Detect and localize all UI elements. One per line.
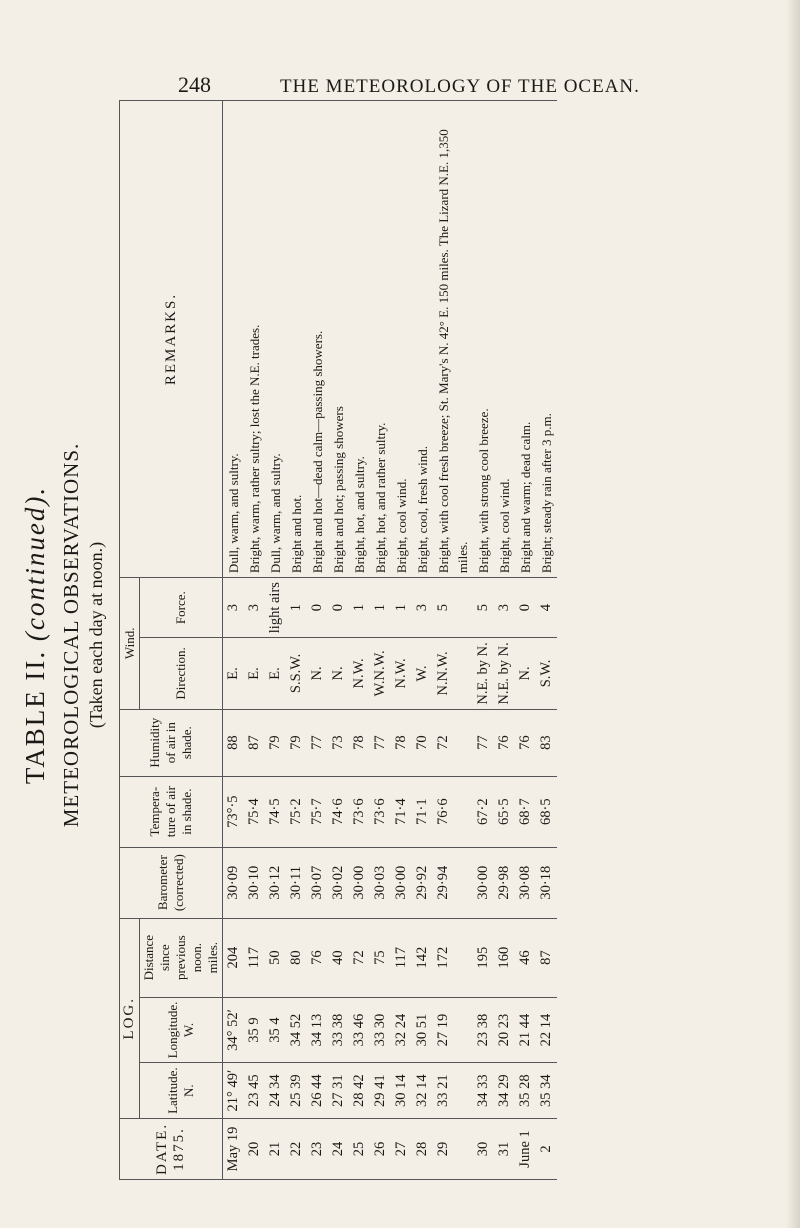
cell-lat: 27 31 bbox=[328, 1063, 349, 1119]
cell-force: 0 bbox=[515, 578, 536, 638]
header-date: DATE. 1875. bbox=[120, 1118, 223, 1179]
cell-date: 26 bbox=[370, 1118, 391, 1179]
cell-baro: 30·00 bbox=[391, 847, 412, 918]
cell-force: 1 bbox=[370, 578, 391, 638]
cell-baro: 30·18 bbox=[536, 847, 557, 918]
cell-temp: 74·6 bbox=[328, 776, 349, 847]
cell-date: 20 bbox=[244, 1118, 265, 1179]
header-direction: Direction. bbox=[140, 638, 223, 709]
table-row bbox=[515, 101, 536, 1180]
cell-date: 30 bbox=[473, 1118, 494, 1179]
table-row bbox=[433, 101, 473, 1180]
cell-dist: 87 bbox=[536, 918, 557, 997]
table-row bbox=[370, 101, 391, 1180]
cell-dir: N.E. by N. bbox=[473, 638, 494, 709]
cell-baro: 30·09 bbox=[223, 847, 245, 918]
cell-lon: 33 46 bbox=[349, 997, 370, 1063]
cell-hum: 88 bbox=[223, 709, 245, 776]
cell-dir: W. bbox=[412, 638, 433, 709]
cell-dist: 46 bbox=[515, 918, 536, 997]
cell-lon: 22 14 bbox=[536, 997, 557, 1063]
table-row bbox=[223, 101, 245, 1180]
cell-force: 3 bbox=[223, 578, 245, 638]
observations-table bbox=[119, 100, 557, 1180]
cell-baro: 29·94 bbox=[433, 847, 473, 918]
cell-lon: 35 9 bbox=[244, 997, 265, 1063]
cell-force: 1 bbox=[349, 578, 370, 638]
cell-lat: 35 28 bbox=[515, 1063, 536, 1119]
cell-remarks: Dull, warm, and sultry. bbox=[223, 101, 245, 578]
cell-remarks: Bright, with strong cool breeze. bbox=[473, 101, 494, 578]
cell-remarks: Bright and hot; passing showers bbox=[328, 101, 349, 578]
header-humidity: Humidity of air in shade. bbox=[120, 709, 223, 776]
cell-lat: 24 34 bbox=[265, 1063, 286, 1119]
cell-baro: 30·00 bbox=[349, 847, 370, 918]
cell-dist: 195 bbox=[473, 918, 494, 997]
cell-dist: 76 bbox=[307, 918, 328, 997]
cell-lat: 26 44 bbox=[307, 1063, 328, 1119]
cell-lon: 34° 52′ bbox=[223, 997, 245, 1063]
cell-baro: 30·11 bbox=[286, 847, 307, 918]
cell-force: 0 bbox=[307, 578, 328, 638]
cell-dist: 72 bbox=[349, 918, 370, 997]
cell-lat: 25 39 bbox=[286, 1063, 307, 1119]
cell-temp: 74·5 bbox=[265, 776, 286, 847]
cell-dir: E. bbox=[223, 638, 245, 709]
cell-lat: 29 41 bbox=[370, 1063, 391, 1119]
cell-lon: 20 23 bbox=[494, 997, 515, 1063]
cell-temp: 71·4 bbox=[391, 776, 412, 847]
cell-dir: N. bbox=[328, 638, 349, 709]
cell-dist: 172 bbox=[433, 918, 473, 997]
cell-dir: S.S.W. bbox=[286, 638, 307, 709]
cell-remarks: Bright and hot. bbox=[286, 101, 307, 578]
cell-hum: 83 bbox=[536, 709, 557, 776]
cell-baro: 30·02 bbox=[328, 847, 349, 918]
header-log: LOG. bbox=[120, 918, 140, 1118]
cell-hum: 77 bbox=[473, 709, 494, 776]
cell-hum: 77 bbox=[370, 709, 391, 776]
header-distance: Distance since previous noon. miles. bbox=[140, 918, 223, 997]
cell-baro: 30·00 bbox=[473, 847, 494, 918]
cell-temp: 68·7 bbox=[515, 776, 536, 847]
cell-dist: 160 bbox=[494, 918, 515, 997]
cell-temp: 67·2 bbox=[473, 776, 494, 847]
cell-date: 29 bbox=[433, 1118, 473, 1179]
cell-lon: 33 30 bbox=[370, 997, 391, 1063]
cell-remarks: Bright; steady rain after 3 p.m. bbox=[536, 101, 557, 578]
cell-temp: 65·5 bbox=[494, 776, 515, 847]
cell-date: 24 bbox=[328, 1118, 349, 1179]
cell-dist: 204 bbox=[223, 918, 245, 997]
cell-temp: 75·4 bbox=[244, 776, 265, 847]
cell-dir: N.W. bbox=[349, 638, 370, 709]
cell-date: 28 bbox=[412, 1118, 433, 1179]
cell-date: 21 bbox=[265, 1118, 286, 1179]
cell-date: May 19 bbox=[223, 1118, 245, 1179]
cell-baro: 30·08 bbox=[515, 847, 536, 918]
cell-remarks: Bright and warm; dead calm. bbox=[515, 101, 536, 578]
cell-remarks: Bright, with cool fresh breeze; St. Mary's N. 42° E. 150 miles. The Lizard N.E. 1,350 miles. bbox=[433, 101, 473, 578]
table-note: (Taken each day at noon.) bbox=[86, 541, 106, 729]
cell-lon: 21 44 bbox=[515, 997, 536, 1063]
cell-temp: 75·7 bbox=[307, 776, 328, 847]
table-row bbox=[349, 101, 370, 1180]
running-head: THE METEOROLOGY OF THE OCEAN. bbox=[280, 76, 640, 97]
table-row bbox=[328, 101, 349, 1180]
cell-lon: 30 51 bbox=[412, 997, 433, 1063]
rotated-table-block bbox=[20, 90, 780, 1180]
table-label bbox=[20, 90, 51, 1180]
table-body bbox=[223, 101, 558, 1180]
table-label-text: TABLE II. bbox=[20, 649, 50, 785]
cell-remarks: Bright and hot—dead calm—passing showers. bbox=[307, 101, 328, 578]
cell-dir: W.N.W. bbox=[370, 638, 391, 709]
cell-date: 27 bbox=[391, 1118, 412, 1179]
cell-dist: 80 bbox=[286, 918, 307, 997]
cell-lat: 35 34 bbox=[536, 1063, 557, 1119]
cell-lat: 34 33 bbox=[473, 1063, 494, 1119]
table-row bbox=[244, 101, 265, 1180]
cell-dir: N.W. bbox=[391, 638, 412, 709]
header-latitude: Latitude. N. bbox=[140, 1063, 223, 1119]
cell-lat: 32 14 bbox=[412, 1063, 433, 1119]
cell-temp: 73·6 bbox=[349, 776, 370, 847]
cell-remarks: Bright, warm, rather sultry; lost the N.E. trades. bbox=[244, 101, 265, 578]
cell-hum: 78 bbox=[349, 709, 370, 776]
cell-hum: 79 bbox=[286, 709, 307, 776]
cell-force: 1 bbox=[391, 578, 412, 638]
table-row bbox=[536, 101, 557, 1180]
cell-lat: 28 42 bbox=[349, 1063, 370, 1119]
cell-dist: 117 bbox=[391, 918, 412, 997]
page-number: 248 bbox=[178, 72, 211, 97]
table-row bbox=[307, 101, 328, 1180]
cell-dir: E. bbox=[265, 638, 286, 709]
cell-lon: 33 38 bbox=[328, 997, 349, 1063]
cell-baro: 30·03 bbox=[370, 847, 391, 918]
cell-hum: 72 bbox=[433, 709, 473, 776]
cell-dist: 40 bbox=[328, 918, 349, 997]
cell-lat: 21° 49′ bbox=[223, 1063, 245, 1119]
cell-baro: 30·12 bbox=[265, 847, 286, 918]
table-row bbox=[494, 101, 515, 1180]
cell-force: 0 bbox=[328, 578, 349, 638]
cell-hum: 73 bbox=[328, 709, 349, 776]
cell-dir: N.N.W. bbox=[433, 638, 473, 709]
cell-temp: 68·5 bbox=[536, 776, 557, 847]
cell-lat: 33 21 bbox=[433, 1063, 473, 1119]
cell-date: 23 bbox=[307, 1118, 328, 1179]
table-row bbox=[412, 101, 433, 1180]
cell-dist: 117 bbox=[244, 918, 265, 997]
cell-force: 3 bbox=[244, 578, 265, 638]
table-caption bbox=[20, 90, 107, 1180]
cell-force: 5 bbox=[473, 578, 494, 638]
cell-lon: 27 19 bbox=[433, 997, 473, 1063]
cell-force: 3 bbox=[412, 578, 433, 638]
cell-baro: 29·98 bbox=[494, 847, 515, 918]
cell-temp: 73·6 bbox=[370, 776, 391, 847]
cell-date: 22 bbox=[286, 1118, 307, 1179]
cell-temp: 71·1 bbox=[412, 776, 433, 847]
cell-dist: 142 bbox=[412, 918, 433, 997]
cell-date: 31 bbox=[494, 1118, 515, 1179]
table-label-continued: (continued). bbox=[20, 485, 50, 642]
table-row bbox=[286, 101, 307, 1180]
cell-hum: 76 bbox=[494, 709, 515, 776]
cell-dir: N. bbox=[307, 638, 328, 709]
cell-hum: 76 bbox=[515, 709, 536, 776]
cell-hum: 78 bbox=[391, 709, 412, 776]
cell-force: 3 bbox=[494, 578, 515, 638]
cell-lon: 32 24 bbox=[391, 997, 412, 1063]
cell-hum: 77 bbox=[307, 709, 328, 776]
table-row bbox=[391, 101, 412, 1180]
cell-hum: 79 bbox=[265, 709, 286, 776]
cell-hum: 87 bbox=[244, 709, 265, 776]
cell-lon: 34 52 bbox=[286, 997, 307, 1063]
cell-date: 25 bbox=[349, 1118, 370, 1179]
cell-dir: E. bbox=[244, 638, 265, 709]
header-temperature: Tempera-ture of air in shade. bbox=[120, 776, 223, 847]
cell-baro: 30·07 bbox=[307, 847, 328, 918]
cell-baro: 29·92 bbox=[412, 847, 433, 918]
cell-dist: 75 bbox=[370, 918, 391, 997]
cell-date: 2 bbox=[536, 1118, 557, 1179]
cell-dist: 50 bbox=[265, 918, 286, 997]
cell-remarks: Bright, cool, fresh wind. bbox=[412, 101, 433, 578]
header-wind: Wind. bbox=[120, 578, 140, 710]
cell-lon: 35 4 bbox=[265, 997, 286, 1063]
cell-temp: 76·6 bbox=[433, 776, 473, 847]
cell-dir: N.E. by N. bbox=[494, 638, 515, 709]
header-longitude: Longitude. W. bbox=[140, 997, 223, 1063]
cell-date: June 1 bbox=[515, 1118, 536, 1179]
cell-remarks: Dull, warm, and sultry. bbox=[265, 101, 286, 578]
cell-hum: 70 bbox=[412, 709, 433, 776]
cell-force: 5 bbox=[433, 578, 473, 638]
cell-temp: 73°·5 bbox=[223, 776, 245, 847]
cell-force: 1 bbox=[286, 578, 307, 638]
cell-lat: 30 14 bbox=[391, 1063, 412, 1119]
cell-temp: 75·2 bbox=[286, 776, 307, 847]
header-force: Force. bbox=[140, 578, 223, 638]
cell-remarks: Bright, cool wind. bbox=[391, 101, 412, 578]
cell-dir: S.W. bbox=[536, 638, 557, 709]
cell-remarks: Bright, hot, and rather sultry. bbox=[370, 101, 391, 578]
cell-force: light airs bbox=[265, 578, 286, 638]
cell-lon: 34 13 bbox=[307, 997, 328, 1063]
cell-lon: 23 38 bbox=[473, 997, 494, 1063]
cell-remarks: Bright, hot, and sultry. bbox=[349, 101, 370, 578]
cell-remarks: Bright, cool wind. bbox=[494, 101, 515, 578]
cell-lat: 34 29 bbox=[494, 1063, 515, 1119]
table-subtitle: METEOROLOGICAL OBSERVATIONS. bbox=[59, 442, 83, 828]
header-barometer: Barometer (corrected) bbox=[120, 847, 223, 918]
page-edge-shadow bbox=[786, 0, 800, 1228]
cell-lat: 23 45 bbox=[244, 1063, 265, 1119]
cell-force: 4 bbox=[536, 578, 557, 638]
table-row bbox=[265, 101, 286, 1180]
header-remarks: REMARKS. bbox=[120, 101, 223, 578]
cell-baro: 30·10 bbox=[244, 847, 265, 918]
table-row bbox=[473, 101, 494, 1180]
cell-dir: N. bbox=[515, 638, 536, 709]
